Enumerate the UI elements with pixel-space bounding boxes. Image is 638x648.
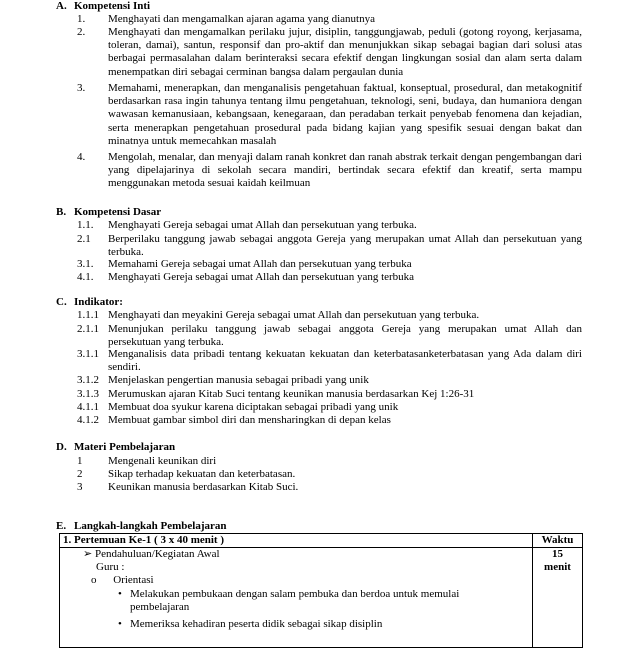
materi-item-num: 3 — [77, 481, 83, 493]
section-e-title — [56, 520, 227, 533]
indikator-item-text: Membuat doa syukur karena diciptakan sebagai pribadi yang unik — [108, 401, 399, 413]
kd-item-num: 4.1. — [77, 271, 94, 283]
pertemuan-header: 1. Pertemuan Ke-1 ( 3 x 40 menit ) — [60, 534, 533, 548]
bullet-dot-icon: • — [118, 618, 122, 631]
indikator-item-text: Menunjukan perilaku tanggung jawab sebagai anggota Gereja yang merupakan umat Allah dan persekutuan yang terbuka. — [108, 323, 582, 349]
bullet-item-1-text: Melakukan pembukaan dengan salam pembuka dan berdoa untuk memulai pembelajaran — [130, 588, 460, 614]
indikator-item-num: 4.1.1 — [77, 401, 99, 413]
pendahuluan-row — [60, 548, 583, 648]
kd-item-num: 3.1. — [77, 258, 94, 270]
ki-item-num: 3. — [77, 82, 86, 94]
indikator-item-num: 3.1.2 — [77, 374, 99, 386]
section-c-letter: C. — [56, 296, 67, 308]
ki-item-text: Menghayati dan mengamalkan ajaran agama yang dianutnya — [108, 13, 375, 25]
materi-item-text: Sikap terhadap kekuatan dan keterbatasan. — [108, 468, 296, 480]
ki-item-text: Mengolah, menalar, dan menyaji dalam ranah konkret dan ranah abstrak terkait dengan pengembangan dari yang dipelajarinya di sekolah secara mandiri, bertindak secara efektif dan kreatif, serta mampu menggunakan metoda sesuai kaidah keilmuan — [108, 151, 582, 190]
indikator-item-num: 1.1.1 — [77, 309, 99, 321]
pendahuluan-line — [83, 548, 220, 561]
waktu-unit: menit — [544, 561, 571, 574]
bullet-item-2-text: Memeriksa kehadiran peserta didik sebagai sikap disiplin — [130, 618, 383, 631]
materi-item-text: Mengenali keunikan diri — [108, 455, 217, 467]
ki-item-text: Memahami, menerapkan, dan menganalisis pengetahuan faktual, konseptual, prosedural, dan metakognitif berdasarkan rasa ingin tahunya tentang ilmu pengetahuan, teknologi, seni, budaya, dan humaniora dengan wawasan kemanusiaan, kebangsaan, kenegaraan, dan peradaban terkait penyebab fenomena dan kejadian, serta menerapkan pengetahuan prosedural pada bidang kajian yang spesifik sesuai dengan bakat dan minatnya untuk memecahkan masalah — [108, 82, 582, 147]
indikator-item-num: 3.1.3 — [77, 388, 99, 400]
kd-item-num: 2.1 — [77, 233, 91, 245]
bullet-item-1 — [118, 588, 495, 614]
materi-item-text: Keunikan manusia berdasarkan Kitab Suci. — [108, 481, 299, 493]
bullet-item-2 — [118, 618, 495, 631]
section-d-heading: Materi Pembelajaran — [74, 441, 176, 453]
pendahuluan-cell — [60, 548, 533, 648]
section-a-letter: A. — [56, 0, 67, 12]
section-e-letter: E. — [56, 520, 67, 532]
section-a-heading: Kompetensi Inti — [74, 0, 151, 12]
waktu-value: 15 — [552, 548, 563, 561]
kd-item-text: Menghayati Gereja sebagai umat Allah dan persekutuan yang terbuka. — [108, 219, 417, 231]
orientasi-line — [91, 574, 154, 587]
kd-item-text: Berperilaku tanggung jawab sebagai anggota Gereja yang merupakan umat Allah dan persekutuan yang terbuka. — [108, 233, 582, 259]
indikator-item-num: 2.1.1 — [77, 323, 99, 335]
ki-item-num: 2. — [77, 26, 86, 38]
section-c-title — [56, 296, 123, 309]
indikator-item-text: Menganalisis data pribadi tentang kekuatan kekuatan dan keterbatasanketerbatasan yang Ada dalam diri sendiri. — [108, 348, 582, 374]
arrow-bullet-icon: ➢ — [83, 548, 93, 561]
indikator-item-text: Membuat gambar simbol diri dan mensharingkan di depan kelas — [108, 414, 391, 426]
waktu-cell — [533, 548, 583, 648]
section-b-title — [56, 206, 161, 219]
section-e-heading: Langkah-langkah Pembelajaran — [74, 520, 227, 532]
indikator-item-num: 3.1.1 — [77, 348, 99, 360]
waktu-header: Waktu — [533, 534, 583, 548]
kd-item-num: 1.1. — [77, 219, 94, 231]
section-d-title — [56, 441, 175, 454]
circle-bullet-icon: o — [91, 574, 97, 587]
section-d-letter: D. — [56, 441, 67, 453]
section-c-heading: Indikator: — [74, 296, 123, 308]
ki-item-num: 1. — [77, 13, 86, 25]
indikator-item-text: Menjelaskan pengertian manusia sebagai pribadi yang unik — [108, 374, 369, 386]
langkah-header-row — [60, 534, 583, 548]
section-b-heading: Kompetensi Dasar — [74, 206, 162, 218]
kd-item-text: Menghayati Gereja sebagai umat Allah dan persekutuan yang terbuka — [108, 271, 415, 283]
section-a-title — [56, 0, 150, 13]
kd-item-text: Memahami Gereja sebagai umat Allah dan persekutuan yang terbuka — [108, 258, 412, 270]
materi-item-num: 2 — [77, 468, 83, 480]
ki-item-text: Menghayati dan mengamalkan perilaku jujur, disiplin, tanggungjawab, peduli (gotong royong, kerjasama, toleran, damai), santun, responsif dan pro-aktif dan menunjukkan sikap sebagai bagian dari solusi atas berbagai permasalahan dalam berinteraksi secara efektif dengan lingkungan sosial dan alam serta dalam menempatkan diri sebagai cerminan bangsa dalam pergaulan dunia — [108, 26, 582, 78]
materi-item-num: 1 — [77, 455, 83, 467]
section-b-letter: B. — [56, 206, 67, 218]
ki-item-num: 4. — [77, 151, 86, 163]
indikator-item-num: 4.1.2 — [77, 414, 99, 426]
guru-label: Guru : — [96, 561, 125, 574]
pendahuluan-label: Pendahuluan/Kegiatan Awal — [94, 548, 220, 561]
langkah-table — [59, 533, 583, 648]
orientasi-label: Orientasi — [113, 574, 154, 587]
indikator-item-text: Menghayati dan meyakini Gereja sebagai umat Allah dan persekutuan yang terbuka. — [108, 309, 480, 321]
indikator-item-text: Merumuskan ajaran Kitab Suci tentang keunikan manusia berdasarkan Kej 1:26-31 — [108, 388, 475, 400]
bullet-dot-icon: • — [118, 588, 122, 601]
